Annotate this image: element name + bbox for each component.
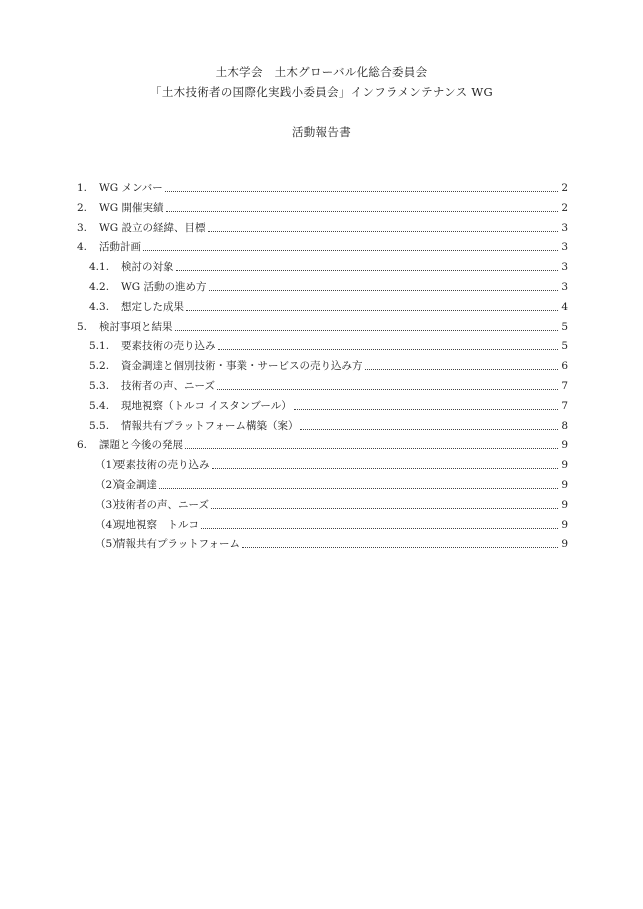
- toc-dot-leader: [365, 369, 559, 370]
- toc-entry-page: 2: [561, 201, 568, 214]
- toc-dot-leader: [165, 191, 558, 192]
- toc-entry[interactable]: [95, 454, 568, 472]
- toc-entry-number: （4）: [95, 518, 123, 531]
- toc-entry-page: 3: [561, 241, 568, 254]
- toc-dot-leader: [294, 409, 558, 410]
- toc-entry[interactable]: [89, 276, 568, 294]
- toc-entry-title: 資金調達と個別技術・事業・サービスの売り込み方: [121, 360, 363, 373]
- toc-entry-title: 課題と今後の発展: [99, 439, 183, 452]
- toc-entry[interactable]: [95, 474, 568, 492]
- toc-entry-page: 4: [561, 300, 568, 313]
- toc-entry[interactable]: [89, 395, 568, 413]
- toc-entry-number: （3）: [95, 498, 123, 511]
- toc-entry-page: 3: [561, 281, 568, 293]
- toc-entry-page: 8: [561, 419, 568, 432]
- toc-entry-page: 9: [561, 538, 568, 551]
- toc-dot-leader: [209, 290, 558, 291]
- toc-entry-page: 2: [561, 182, 568, 194]
- toc-entry-title: WG 開催実績: [99, 201, 164, 214]
- toc-dot-leader: [166, 211, 558, 212]
- toc-entry[interactable]: [95, 514, 568, 532]
- toc-entry-title: 情報共有プラットフォーム構築（案）: [121, 419, 299, 432]
- toc-entry-number: 5.4.: [89, 399, 110, 412]
- toc-entry-page: 6: [561, 360, 568, 373]
- toc-entry-page: 5: [561, 340, 568, 353]
- toc-entry-page: 9: [561, 498, 568, 511]
- toc-entry-number: （5）: [95, 538, 123, 551]
- toc-dot-leader: [176, 270, 559, 271]
- toc-entry-number: 4.2.: [89, 281, 110, 293]
- toc-entry-page: 9: [561, 459, 568, 472]
- report-title: 活動報告書: [292, 125, 351, 139]
- toc-entry-number: 2.: [77, 201, 88, 214]
- toc-dot-leader: [218, 349, 559, 350]
- toc-entry-page: 9: [561, 479, 568, 491]
- toc-entry-number: 4.1.: [89, 261, 110, 274]
- toc-dot-leader: [211, 508, 558, 509]
- toc-dot-leader: [201, 528, 558, 529]
- toc-entry-title: 要素技術の売り込み: [121, 340, 216, 353]
- toc-entry-number: 3.: [77, 221, 88, 234]
- toc-entry[interactable]: [77, 236, 568, 254]
- toc-entry-page: 9: [561, 439, 568, 452]
- toc-entry-title: 活動計画: [99, 241, 141, 254]
- toc-dot-leader: [217, 389, 558, 390]
- toc-entry-title: 現地視察（トルコ イスタンブール）: [121, 399, 292, 412]
- toc-dot-leader: [208, 231, 558, 232]
- toc-entry-number: 5.5.: [89, 419, 110, 432]
- toc-entry-number: 6.: [77, 439, 88, 452]
- toc-entry-title: 資金調達: [115, 479, 157, 491]
- toc-entry-number: 1.: [77, 182, 88, 194]
- toc-entry-title: WG 活動の進め方: [121, 281, 207, 293]
- toc-entry[interactable]: [89, 335, 568, 353]
- toc-entry-title: 検討事項と結果: [99, 320, 173, 333]
- toc-entry-title: 検討の対象: [121, 261, 174, 274]
- toc-entry-page: 3: [561, 221, 568, 234]
- toc-entry-title: 想定した成果: [121, 300, 184, 313]
- toc-entry-page: 7: [561, 380, 568, 392]
- toc-dot-leader: [143, 250, 558, 251]
- toc-entry-page: 9: [561, 518, 568, 531]
- toc-dot-leader: [212, 468, 559, 469]
- toc-entry[interactable]: [77, 177, 568, 195]
- toc-entry-title: WG メンバー: [99, 182, 163, 194]
- toc-entry[interactable]: [89, 415, 568, 433]
- toc-entry-number: （2）: [95, 479, 123, 491]
- toc-entry-title: 要素技術の売り込み: [115, 459, 210, 472]
- toc-entry[interactable]: [89, 375, 568, 393]
- toc-dot-leader: [300, 429, 558, 430]
- toc-entry-title: 技術者の声、ニーズ: [121, 380, 215, 392]
- toc-entry-number: 4.3.: [89, 300, 110, 313]
- toc-entry[interactable]: [77, 217, 568, 235]
- organization-line: 土木学会 土木グローバル化総合委員会: [215, 65, 428, 79]
- toc-entry-number: 5.3.: [89, 380, 110, 392]
- toc-entry[interactable]: [89, 355, 568, 373]
- toc-entry-title: 技術者の声、ニーズ: [115, 498, 209, 511]
- toc-entry[interactable]: [77, 434, 568, 452]
- toc-entry-number: （1）: [95, 459, 123, 472]
- toc-entry-page: 7: [561, 399, 568, 412]
- toc-entry[interactable]: [77, 316, 568, 334]
- toc-entry[interactable]: [89, 256, 568, 274]
- toc-dot-leader: [175, 330, 559, 331]
- toc-entry-page: 3: [561, 261, 568, 274]
- toc-dot-leader: [242, 547, 558, 548]
- toc-dot-leader: [185, 448, 558, 449]
- toc-entry-number: 5.1.: [89, 340, 110, 353]
- committee-line: 「土木技術者の国際化実践小委員会」インフラメンテナンス WG: [150, 85, 493, 99]
- toc-entry[interactable]: [89, 296, 568, 314]
- toc-entry-number: 5.: [77, 320, 88, 333]
- toc-entry[interactable]: [95, 533, 568, 551]
- toc-entry-number: 4.: [77, 241, 88, 254]
- toc-dot-leader: [159, 488, 558, 489]
- toc-entry[interactable]: [77, 197, 568, 215]
- toc-entry-title: 現地視察 トルコ: [115, 518, 199, 531]
- toc-entry-page: 5: [561, 320, 568, 333]
- toc-entry-title: 情報共有プラットフォーム: [115, 538, 240, 551]
- toc-dot-leader: [186, 310, 558, 311]
- toc-entry-number: 5.2.: [89, 360, 110, 373]
- toc-entry-title: WG 設立の経緯、目標: [99, 221, 206, 234]
- toc-entry[interactable]: [95, 494, 568, 512]
